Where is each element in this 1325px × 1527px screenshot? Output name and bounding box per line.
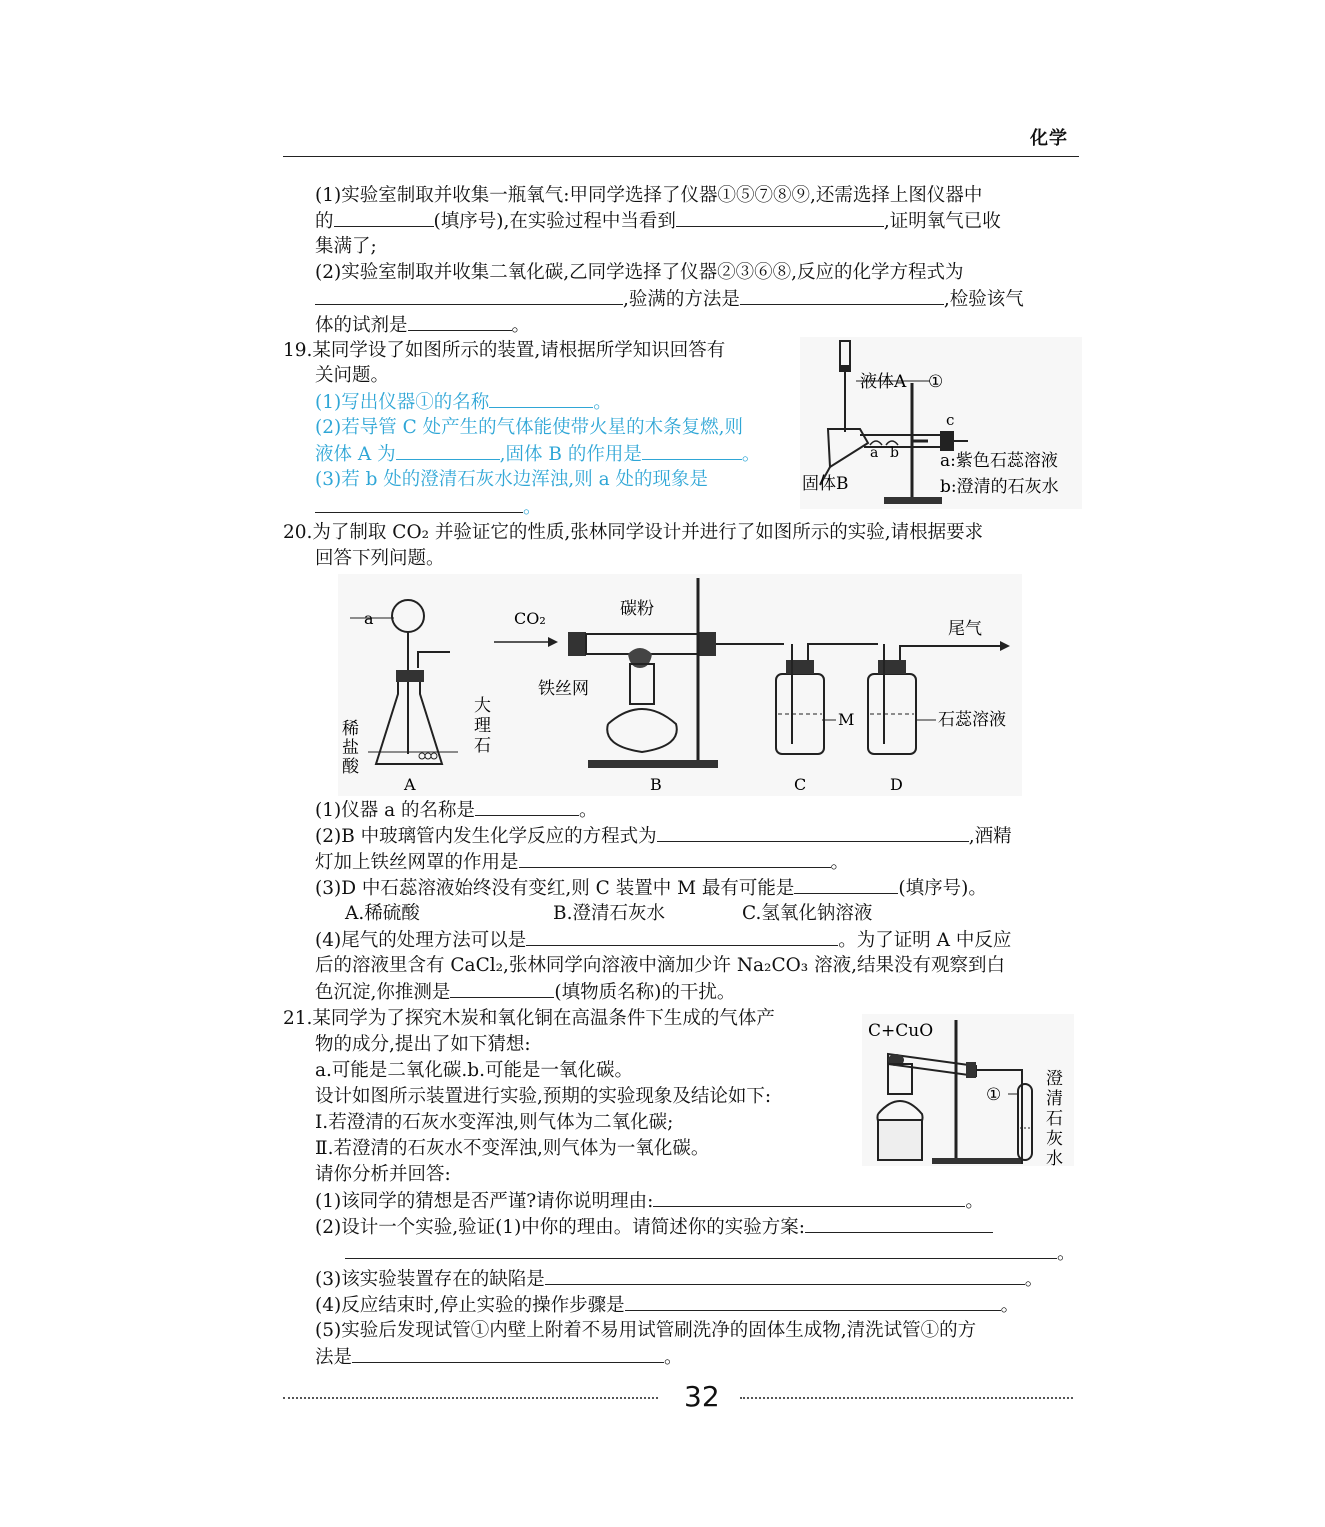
answer-blank[interactable] [794,875,898,894]
q21-apparatus-figure [862,1014,1074,1166]
fig-label: 尾气 [948,619,982,639]
q21-part5: (5)实验后发现试管①内壁上附着不易用试管刷洗净的固体生成物,清洗试管①的方 [315,1320,977,1341]
q21-part4: (4)反应结束时,停止实验的操作步骤是 。 [315,1292,1019,1319]
answer-blank[interactable] [642,441,742,460]
q19-part3: 。 [315,494,542,521]
text-line: (1)实验室制取并收集一瓶氧气:甲同学选择了仪器①⑤⑦⑧⑨,还需选择上图仪器中 [315,185,983,206]
fig-label: CO₂ [514,609,546,628]
footer-dots-left [283,1397,658,1399]
fig-label: 石 [1046,1109,1063,1129]
fig-label: 石 [474,736,491,756]
fig-label: 固体B [802,474,849,494]
answer-blank[interactable] [345,1240,1057,1259]
answer-blank[interactable] [653,1188,965,1207]
answer-blank[interactable] [489,389,593,408]
q19-part3: (3)若 b 处的澄清石灰水边浑浊,则 a 处的现象是 [315,469,708,490]
answer-blank[interactable] [396,441,500,460]
answer-blank[interactable] [657,823,969,842]
fig-label: 铁丝网 [538,679,589,699]
q21-part2: 。 [345,1240,1076,1267]
q21-text: Ⅰ.若澄清的石灰水变浑浊,则气体为二氧化碳; [315,1112,674,1133]
q20-option-a: A.稀硫酸 [345,903,420,924]
fig-label: 液体A [860,372,907,392]
q20-part2: 灯加上铁丝网罩的作用是 。 [315,849,849,876]
header-rule [283,156,1079,157]
text-line: 集满了; [315,236,377,257]
fig-label: 碳粉 [620,599,654,619]
answer-blank[interactable] [315,494,523,513]
fig-label: D [890,775,903,794]
fig-label: ① [928,372,944,392]
q20-option-c: C.氢氧化钠溶液 [742,903,873,924]
fig-label: C [794,775,807,794]
subject-header: 化学 [1030,128,1068,149]
q21-text: Ⅱ.若澄清的石灰水不变浑浊,则气体为一氧化碳。 [315,1138,710,1159]
fig-label: b:澄清的石灰水 [940,477,1059,497]
q21-text: 请你分析并回答: [315,1164,451,1185]
q20-part4: 色沉淀,你推测是 (填物质名称)的干扰。 [315,979,735,1006]
fig-label: a:紫色石蕊溶液 [940,451,1058,471]
q21-stem: 物的成分,提出了如下猜想: [315,1034,531,1055]
fig-label: a [870,445,879,461]
answer-blank[interactable] [740,286,944,305]
q20-part3: (3)D 中石蕊溶液始终没有变红,则 C 装置中 M 最有可能是 (填序号)。 [315,875,987,902]
fig-label: 清 [1046,1089,1063,1109]
q21-part1: (1)该同学的猜想是否严谨?请你说明理由: 。 [315,1188,984,1215]
answer-blank[interactable] [408,312,512,331]
answer-blank[interactable] [805,1214,993,1233]
footer-dots-right [740,1397,1073,1399]
answer-blank[interactable] [352,1344,664,1363]
q20-stem: 回答下列问题。 [315,548,445,569]
fig-label: 理 [474,716,491,736]
answer-blank[interactable] [450,979,554,998]
q20-part2: (2)B 中玻璃管内发生化学反应的方程式为 ,酒精 [315,823,1012,850]
answer-blank[interactable] [315,286,623,305]
fig-label: 稀 [342,719,359,739]
q20-part1: (1)仪器 a 的名称是 。 [315,797,598,824]
fig-label: 酸 [342,757,359,777]
q20-apparatus-figure [338,574,1022,796]
fig-label: C+CuO [868,1021,934,1041]
text-line: ,验满的方法是 ,检验该气 [315,286,1024,313]
q21-part5: 法是 。 [315,1344,683,1371]
q21-stem: 21.某同学为了探究木炭和氧化铜在高温条件下生成的气体产 [283,1008,775,1029]
fig-label: 灰 [1046,1129,1063,1149]
fig-label: 澄 [1046,1069,1063,1089]
q20-part4: (4)尾气的处理方法可以是 。为了证明 A 中反应 [315,927,1011,954]
q21-text: a.可能是二氧化碳.b.可能是一氧化碳。 [315,1060,634,1081]
q20-part4: 后的溶液里含有 CaCl₂,张林同学向溶液中滴加少许 Na₂CO₃ 溶液,结果没有观察到白 [315,955,1005,976]
fig-label: M [838,710,855,729]
q19-apparatus-figure [800,337,1082,509]
fig-label: A [404,775,416,794]
q21-part3: (3)该实验装置存在的缺陷是 。 [315,1266,1043,1293]
q19-stem: 关问题。 [315,365,390,386]
q21-part2: (2)设计一个实验,验证(1)中你的理由。请简述你的实验方案: [315,1214,993,1241]
text-line: 的 (填序号),在实验过程中当看到 ,证明氧气已收 [315,208,1001,235]
answer-blank[interactable] [519,849,831,868]
answer-blank[interactable] [545,1266,1025,1285]
text-line: (2)实验室制取并收集二氧化碳,乙同学选择了仪器②③⑥⑧,反应的化学方程式为 [315,262,964,283]
q21-text: 设计如图所示装置进行实验,预期的实验现象及结论如下: [315,1086,772,1107]
text-line: 体的试剂是 。 [315,312,530,339]
fig-label: B [650,775,662,794]
q20-stem: 20.为了制取 CO₂ 并验证它的性质,张林同学设计并进行了如图所示的实验,请根据要求 [283,522,984,543]
answer-blank[interactable] [526,927,838,946]
q19-part1: (1)写出仪器①的名称 。 [315,389,612,416]
fig-label: 大 [474,696,491,716]
fig-label: c [946,411,955,429]
fig-label: 石蕊溶液 [938,710,1006,730]
fig-label: 盐 [342,738,359,758]
answer-blank[interactable] [625,1292,1001,1311]
q19-stem: 19.某同学设了如图所示的装置,请根据所学知识回答有 [283,340,726,361]
fig-label: a [364,609,374,628]
fig-label: b [890,445,899,461]
answer-blank[interactable] [676,208,884,227]
page-number: 32 [684,1380,720,1413]
q19-part2: 液体 A 为 ,固体 B 的作用是 。 [315,441,760,468]
fig-label: 水 [1046,1149,1063,1166]
fig-label: ① [986,1085,1002,1105]
answer-blank[interactable] [475,797,579,816]
q20-option-b: B.澄清石灰水 [553,903,665,924]
answer-blank[interactable] [334,208,434,227]
q19-part2: (2)若导管 C 处产生的气体能使带火星的木条复燃,则 [315,417,744,438]
